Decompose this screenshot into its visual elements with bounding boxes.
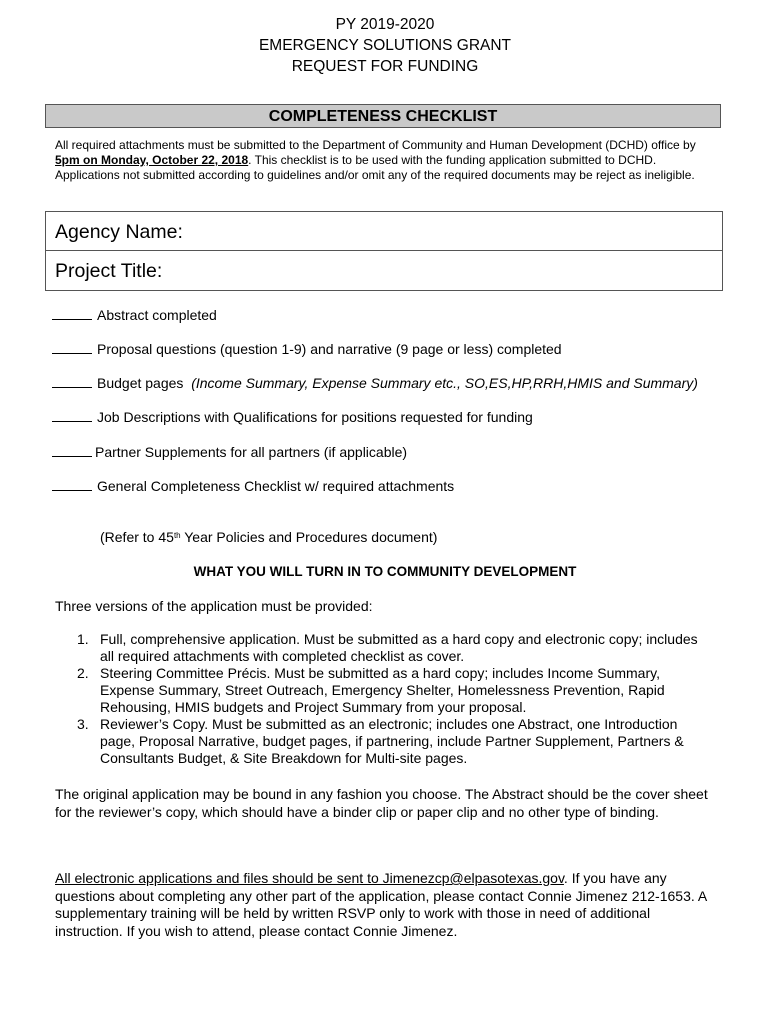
versions-intro: Three versions of the application must be provided: (55, 598, 373, 614)
versions-list (55, 631, 715, 767)
refer-note (100, 528, 437, 546)
intro-paragraph (55, 138, 715, 183)
refer-text-2: Year Policies and Procedures document) (180, 529, 438, 545)
version-text: Steering Committee Précis. Must be submitted as a hard copy; includes Income Summary, Expense Summary, Street Outreach, Emergency Shelter, Homelessness Prevention, Rapid Rehousing, HMIS budgets and Project Summary from your proposal. (100, 665, 665, 715)
checklist-item-label: Proposal questions (question 1-9) and narrative (9 page or less) completed (97, 341, 562, 357)
version-text: Full, comprehensive application. Must be submitted as a hard copy and electronic copy; includes all required attachments with completed checklist as cover. (100, 631, 698, 664)
header-line-request: REQUEST FOR FUNDING (291, 58, 479, 75)
binding-paragraph: The original application may be bound in any fashion you choose. The Abstract should be the cover sheet for the reviewer’s copy, which should have a binder clip or paper clip and no other type of binding. (55, 786, 708, 820)
checkbox-blank[interactable] (52, 374, 92, 388)
checkbox-blank[interactable] (52, 408, 92, 422)
turn-in-heading: WHAT YOU WILL TURN IN TO COMMUNITY DEVELOPMENT (193, 564, 577, 579)
deadline-text: 5pm on Monday, October 22, 2018 (55, 153, 249, 167)
version-item (55, 716, 715, 767)
version-number: 1. (77, 631, 89, 647)
checklist-item-abstract (52, 306, 217, 324)
checklist-title: COMPLETENESS CHECKLIST (45, 104, 721, 128)
project-title-field[interactable]: Project Title: (45, 251, 723, 291)
refer-text-1: (Refer to 45 (100, 529, 174, 545)
header-line-grant: EMERGENCY SOLUTIONS GRANT (258, 37, 512, 54)
checklist-item-job-descriptions (52, 408, 533, 426)
checklist-item-label: Job Descriptions with Qualifications for positions requested for funding (97, 409, 533, 425)
checkbox-blank[interactable] (52, 340, 92, 354)
header-line-year: PY 2019-2020 (335, 16, 435, 33)
version-number: 3. (77, 716, 89, 732)
version-text: Reviewer’s Copy. Must be submitted as an electronic; includes one Abstract, one Introduction page, Proposal Narrative, budget pages, if partnering, include Partner Supplement, Partners & Consultants Budget, & Site Breakdown for Multi-site pages. (100, 716, 684, 766)
refer-superscript: th (173, 531, 181, 540)
agency-name-field[interactable]: Agency Name: (45, 211, 723, 251)
checkbox-blank[interactable] (52, 306, 92, 320)
checklist-item-proposal (52, 340, 562, 358)
checklist-item-partner-supplements (52, 443, 407, 461)
checklist-item-label: General Completeness Checklist w/ required attachments (97, 478, 455, 494)
version-item (55, 665, 715, 716)
checkbox-blank[interactable] (52, 477, 92, 491)
checklist-item-label: Partner Supplements for all partners (if applicable) (95, 444, 408, 460)
checklist-item-label: Budget pages (97, 375, 184, 391)
intro-text-2: . This checklist is to be used with the funding application submitted to DCHD. Applications not submitted according to guidelines and/or omit any of the required documents may be reject as ineligible. (55, 153, 695, 182)
checklist-item-general (52, 477, 454, 495)
electronic-submission-paragraph (55, 870, 715, 940)
version-item (55, 631, 715, 665)
intro-text-1: All required attachments must be submitted to the Department of Community and Human Development (DCHD) office by (55, 138, 696, 152)
electronic-rest: . If you have any questions about completing any other part of the application, please contact Connie Jimenez 212-1653. A supplementary training will be held by written RSVP only to work with those in need of additional instruction. If you wish to attend, please contact Connie Jimenez. (55, 870, 707, 939)
checklist-item-label: Abstract completed (97, 307, 217, 323)
document-header (0, 14, 770, 77)
checklist-item-budget (52, 374, 698, 392)
checkbox-blank[interactable] (52, 443, 92, 457)
version-number: 2. (77, 665, 89, 681)
budget-note: (Income Summary, Expense Summary etc., SO,ES,HP,RRH,HMIS and Summary) (191, 375, 698, 391)
email-link[interactable]: All electronic applications and files should be sent to Jimenezcp@elpasotexas.gov (55, 870, 564, 886)
